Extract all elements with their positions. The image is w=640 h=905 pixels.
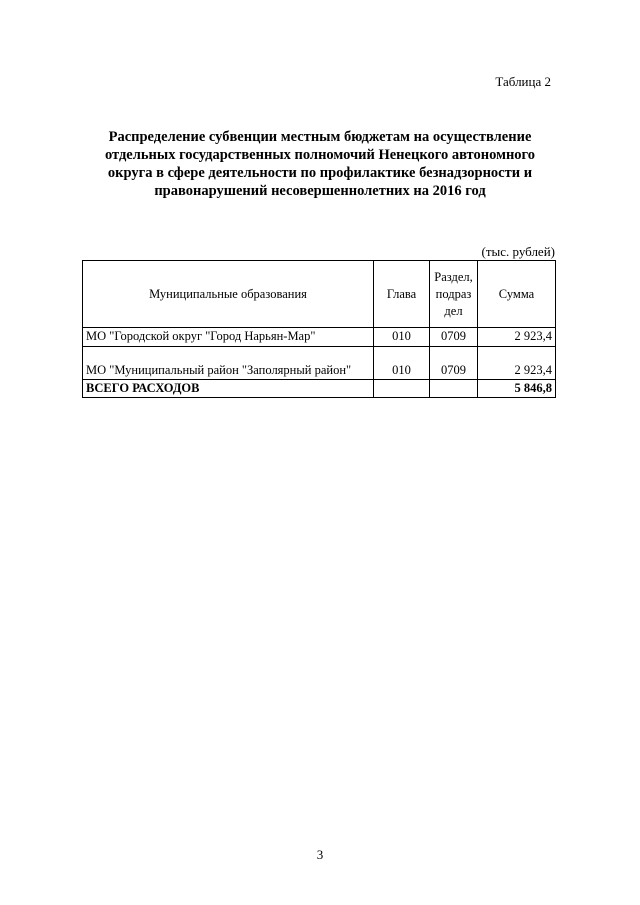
cell-empty [374,380,430,398]
document-title [72,128,568,200]
title-line: Распределение субвенции местным бюджетам на осуществление [108,129,532,145]
cell-municipality: МО "Городской округ "Город Нарьян-Мар" [83,328,374,347]
header-section [430,261,478,328]
table-row [83,347,556,380]
units-label: (тыс. рублей) [481,244,555,259]
header-section-line: подраз [435,286,472,301]
cell-municipality: МО "Муниципальный район "Заполярный район" [83,347,374,380]
table-header-row [83,261,556,328]
cell-section: 0709 [430,328,478,347]
cell-chapter: 010 [374,347,430,380]
header-section-line: дел [444,303,463,318]
cell-sum: 2 923,4 [478,347,556,380]
title-line: отдельных государственных полномочий Ненецкого автономного [104,147,536,163]
table-number: Таблица 2 [495,74,551,89]
title-line: правонарушений несовершеннолетних на 2016 год [154,183,486,199]
table-row [83,328,556,347]
header-section-line: Раздел, [434,269,473,284]
header-chapter: Глава [374,261,430,328]
title-line: округа в сфере деятельности по профилактике безнадзорности и [107,165,533,181]
total-label: ВСЕГО РАСХОДОВ [83,380,374,398]
header-sum: Сумма [478,261,556,328]
cell-section: 0709 [430,347,478,380]
page-number: 3 [316,847,324,862]
cell-empty [430,380,478,398]
header-municipalities: Муниципальные образования [83,261,374,328]
subvention-table [82,260,556,398]
cell-sum: 2 923,4 [478,328,556,347]
total-row [83,380,556,398]
total-sum: 5 846,8 [478,380,556,398]
cell-chapter: 010 [374,328,430,347]
